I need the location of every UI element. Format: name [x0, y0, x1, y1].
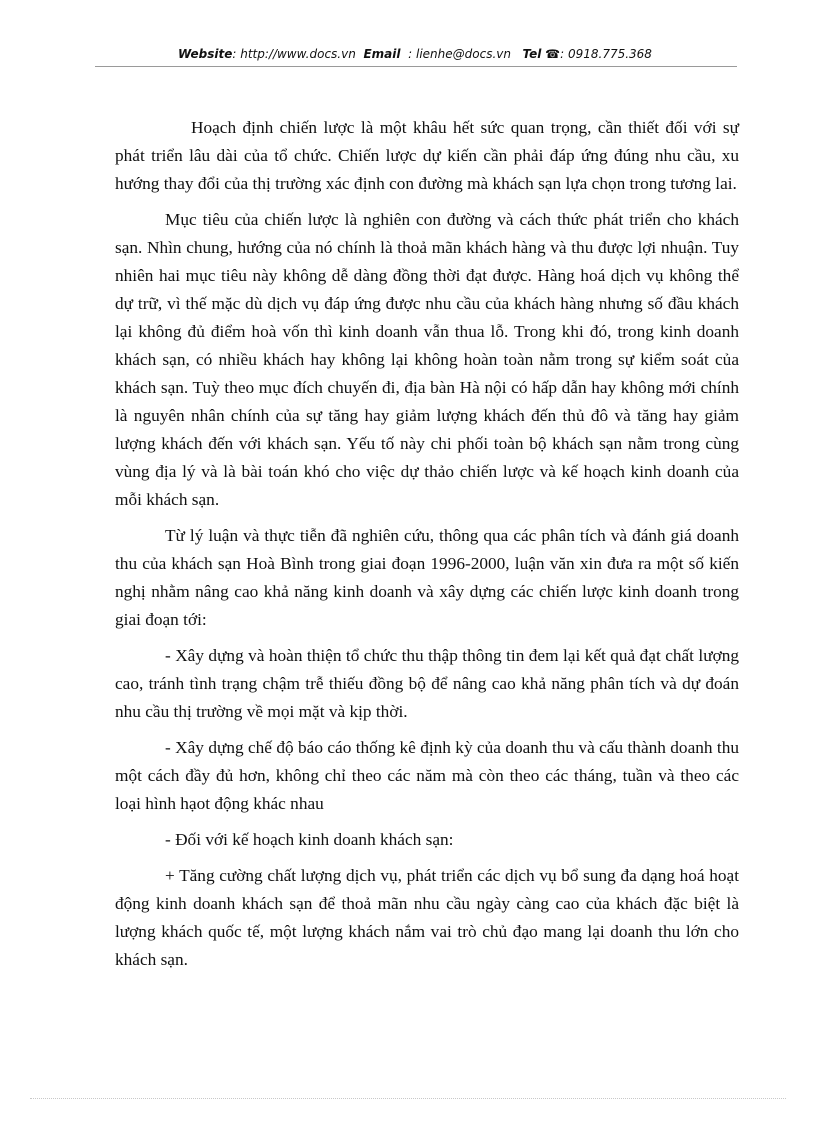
phone-icon: ☎: [545, 47, 561, 61]
tel-value: : 0918.775.368: [560, 47, 652, 61]
paragraph-7: + Tăng cường chất lượng dịch vụ, phát triển các dịch vụ bổ sung đa dạng hoá hoạt động kinh doanh khách sạn để thoả mãn nhu cầu ngày càng cao của khách đặc biệt là lượng khách quốc tế, một lượng khách nắm vai trò chủ đạo mang lại doanh thu lớn cho khách sạn.: [115, 866, 739, 969]
website-label: Website: [178, 47, 233, 61]
paragraph-3: Từ lý luận và thực tiễn đã nghiên cứu, thông qua các phân tích và đánh giá doanh thu của khách sạn Hoà Bình trong giai đoạn 1996-2000, luận văn xin đưa ra một số kiến nghị nhằm nâng cao khả năng kinh doanh và xây dựng các chiến lược kinh doanh trong giai đoạn tới:: [115, 526, 739, 629]
tel-label: Tel: [522, 47, 542, 61]
paragraph-5: - Xây dựng chế độ báo cáo thống kê định kỳ của doanh thu và cấu thành doanh thu một cách đầy đủ hơn, không chỉ theo các năm mà còn theo các tháng, tuần và theo các loại hình hạot động khác nhau: [115, 738, 739, 813]
paragraph-4: - Xây dựng và hoàn thiện tổ chức thu thập thông tin đem lại kết quả đạt chất lượng cao, tránh tình trạng chậm trễ thiếu đồng bộ để nâng cao khả năng phân tích và dự đoán nhu cầu thị trường về mọi mặt và kịp thời.: [115, 646, 739, 721]
website-value: : http://www.docs.vn: [232, 47, 356, 61]
email-value: : lienhe@docs.vn: [408, 47, 511, 61]
paragraph-1: Hoạch định chiến lược là một khâu hết sức quan trọng, cần thiết đối với sự phát triển lâu dài của tổ chức. Chiến lược dự kiến cần phải đáp ứng đúng nhu cầu, xu hướng thay đổi của thị trường xác định con đường mà khách sạn lựa chọn trong tương lai.: [115, 118, 739, 193]
header-divider: [95, 66, 737, 67]
paragraph-2: Mục tiêu của chiến lược là nghiên con đường và cách thức phát triển cho khách sạn. Nhìn chung, hướng của nó chính là thoả mãn khách hàng và thu được lợi nhuận. Tuy nhiên hai mục tiêu này không dễ dàng đồng thời đạt được. Hàng hoá dịch vụ không thể dự trữ, vì thế mặc dù dịch vụ đáp ứng được nhu cầu của khách hàng nhưng số đầu khách lại không đủ điểm hoà vốn thì kinh doanh vẫn thua lỗ. Trong khi đó, trong kinh doanh khách sạn, có nhiều khách hay không lại không hoàn toàn nằm trong sự kiểm soát của khách sạn. Tuỳ theo mục đích chuyến đi, địa bàn Hà nội có hấp dẫn hay không mới chính là nguyên nhân chính của sự tăng hay giảm lượng khách đến thủ đô và tăng hay giảm lượng khách đến với khách sạn. Yếu tố này chi phối toàn bộ khách sạn nằm trong cùng vùng địa lý và là bài toán khó cho việc dự thảo chiến lược và kế hoạch kinh doanh của mỗi khách sạn.: [115, 210, 739, 509]
document-body: [115, 114, 739, 982]
page-header: [90, 44, 740, 64]
footer-divider: [30, 1098, 786, 1099]
paragraph-6: - Đối với kế hoạch kinh doanh khách sạn:: [165, 830, 454, 849]
email-label: Email: [363, 47, 401, 61]
